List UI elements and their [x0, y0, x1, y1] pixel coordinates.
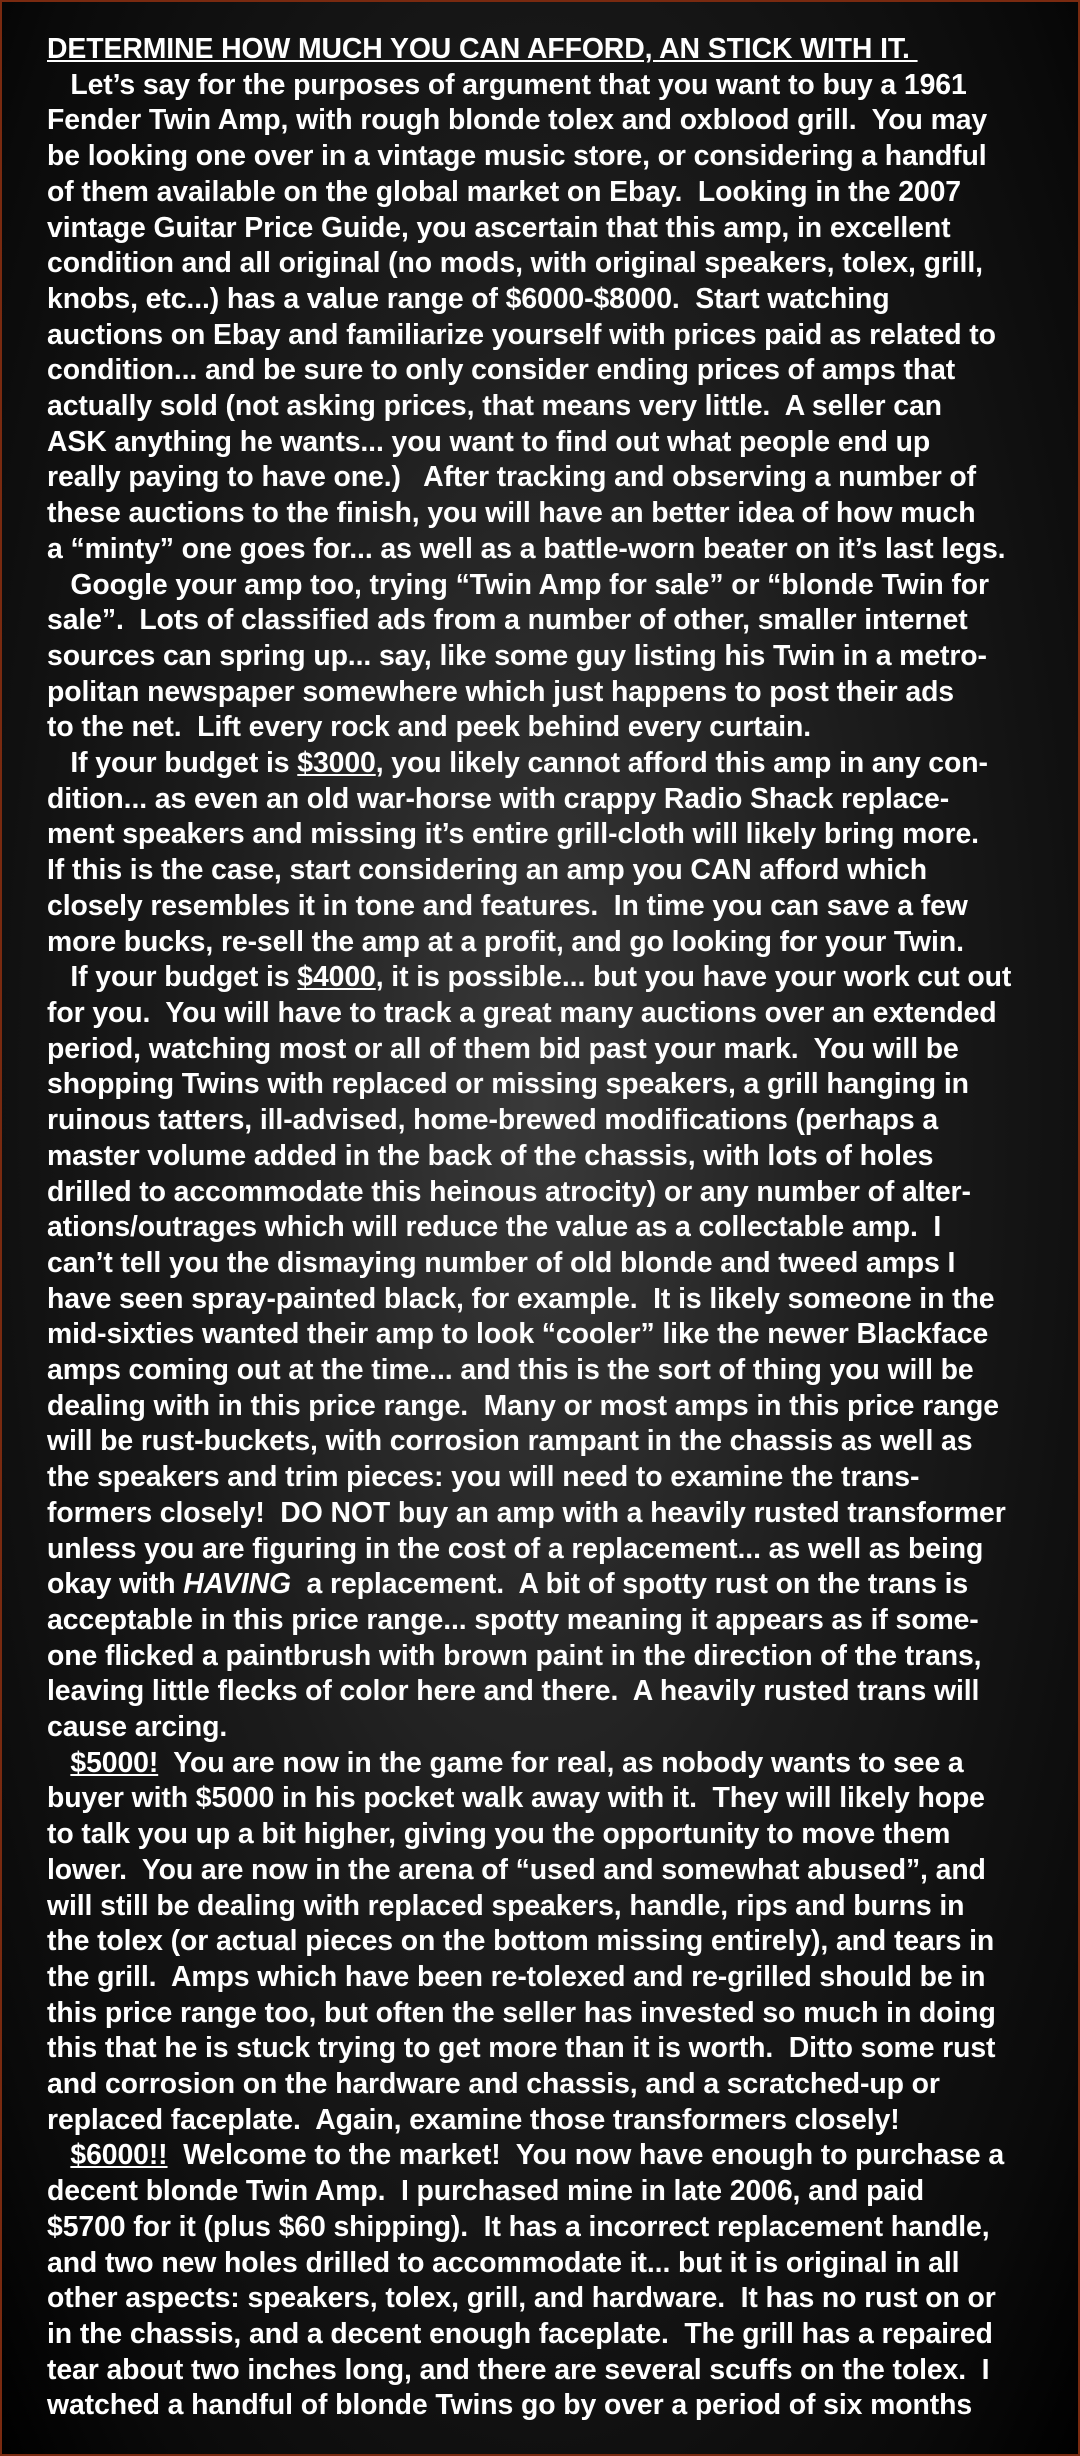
indent [47, 2139, 70, 2171]
text-line: amps coming out at the time... and this is the sort of thing you will be [47, 1354, 974, 1387]
budget-lead: If your budget is [47, 747, 298, 780]
text-line: for you. You will have to track a great many auctions over an extended [47, 996, 997, 1029]
budget-lead: If your budget is [47, 961, 298, 994]
article-heading: DETERMINE HOW MUCH YOU CAN AFFORD, AN STICK WITH IT. [47, 33, 918, 65]
paragraph-budget-3000 [47, 746, 1077, 960]
budget-amount-5000: $5000! [70, 1746, 159, 1779]
text-line: ations/outrages which will reduce the value as a collectable amp. I [47, 1211, 942, 1244]
text-line: closely resembles it in tone and features. In time you can save a few [47, 889, 968, 922]
text-line: mid-sixties wanted their amp to look “cooler” like the newer Blackface [47, 1318, 989, 1351]
text-line: Google your amp too, trying “Twin Amp for sale” or “blonde Twin for [47, 568, 989, 601]
text-line: decent blonde Twin Amp. I purchased mine in late 2006, and paid [47, 2175, 925, 2208]
text-line: have seen spray-painted black, for example. It is likely someone in the [47, 1282, 995, 1315]
text-line: unless you are figuring in the cost of a replacement... as well as being [47, 1532, 984, 1565]
text-line: and corrosion on the hardware and chassis, and a scratched-up or [47, 2068, 940, 2101]
text-line: more bucks, re-sell the amp at a profit, and go looking for your Twin. [47, 925, 964, 958]
text-line: If this is the case, start considering an amp you CAN afford which [47, 854, 927, 887]
text-line: will still be dealing with replaced speakers, handle, rips and burns in [47, 1889, 965, 1922]
text-line: really paying to have one.) After tracking and observing a number of [47, 461, 977, 494]
text-line: drilled to accommodate this heinous atrocity) or any number of alter- [47, 1175, 971, 1208]
okay-rest: a replacement. A bit of spotty rust on the trans is [290, 1568, 969, 1601]
text-line: master volume added in the back of the chassis, with lots of holes [47, 1139, 934, 1172]
text-line: dition... as even an old war-horse with crappy Radio Shack replace- [47, 782, 950, 815]
text-line: knobs, etc...) has a value range of $6000-$8000. Start watching [47, 282, 890, 315]
text-line: a “minty” one goes for... as well as a battle-worn beater on it’s last legs. [47, 532, 1006, 565]
text-line: formers closely! DO NOT buy an amp with a heavily rusted transformer [47, 1496, 1006, 1529]
budget-rest: , you likely cannot afford this amp in any con- [375, 747, 988, 780]
text-line: cause arcing. [47, 1711, 228, 1744]
text-line: period, watching most or all of them bid past your mark. You will be [47, 1032, 959, 1065]
text-line: shopping Twins with replaced or missing speakers, a grill hanging in [47, 1068, 969, 1101]
text-line: to talk you up a bit higher, giving you the opportunity to move them [47, 1818, 951, 1851]
having-emphasis: HAVING [183, 1568, 291, 1601]
paragraph-google [47, 568, 1077, 747]
text-line [47, 2138, 1077, 2174]
text-line: vintage Guitar Price Guide, you ascertain that this amp, in excellent [47, 211, 951, 244]
budget-amount-3000: $3000 [297, 747, 376, 780]
text-line: condition and all original (no mods, with original speakers, tolex, grill, [47, 247, 983, 280]
text-line: of them available on the global market on Ebay. Looking in the 2007 [47, 175, 961, 208]
text-line: condition... and be sure to only consider ending prices of amps that [47, 354, 956, 387]
text-line: sources can spring up... say, like some guy listing his Twin in a metro- [47, 639, 987, 672]
text-line: actually sold (not asking prices, that means very little. A seller can [47, 390, 942, 423]
text-line: and two new holes drilled to accommodate it... but it is original in all [47, 2246, 960, 2279]
text-line: these auctions to the finish, you will have an better idea of how much [47, 497, 976, 530]
text-line: auctions on Ebay and familiarize yourself with prices paid as related to [47, 318, 996, 351]
text-line: replaced faceplate. Again, examine those transformers closely! [47, 2103, 900, 2136]
text-line [47, 746, 1077, 782]
text-line: the grill. Amps which have been re-tolexed and re-grilled should be in [47, 1960, 986, 1993]
text-line: Let’s say for the purposes of argument that you want to buy a 1961 [47, 68, 967, 101]
budget-rest: Welcome to the market! You now have enough to purchase a [167, 2139, 1005, 2172]
paragraph-budget-5000 [47, 1746, 1077, 2139]
budget-amount-6000: $6000!! [70, 2139, 168, 2172]
text-line: other aspects: speakers, tolex, grill, and hardware. It has no rust on or [47, 2282, 996, 2315]
text-line: be looking one over in a vintage music store, or considering a handful [47, 140, 987, 173]
text-line: to the net. Lift every rock and peek behind every curtain. [47, 711, 812, 744]
text-line: buyer with $5000 in his pocket walk away with it. They will likely hope [47, 1782, 985, 1815]
text-line: in the chassis, and a decent enough faceplate. The grill has a repaired [47, 2318, 993, 2350]
text-line: dealing with in this price range. Many or most amps in this price range [47, 1389, 999, 1422]
okay-lead: okay with [47, 1568, 184, 1601]
indent [47, 1747, 70, 1779]
paragraph-intro [47, 68, 1077, 568]
paragraph-budget-4000 [47, 960, 1077, 1745]
paragraph-budget-6000 [47, 2138, 1077, 2424]
text-line: can’t tell you the dismaying number of old blonde and tweed amps I [47, 1246, 956, 1279]
text-line: this that he is stuck trying to get more than it is worth. Ditto some rust [47, 2032, 996, 2065]
text-line [47, 1567, 1077, 1603]
text-line [47, 1746, 1077, 1782]
text-line: politan newspaper somewhere which just happens to post their ads [47, 675, 954, 708]
budget-rest: , it is possible... but you have your work cut out [375, 961, 1012, 994]
budget-rest: You are now in the game for real, as nobody wants to see a [158, 1746, 964, 1779]
text-line: the speakers and trim pieces: you will need to examine the trans- [47, 1461, 920, 1494]
text-line: watched a handful of blonde Twins go by over a period of six months [47, 2389, 973, 2422]
text-line: $5700 for it (plus $60 shipping). It has a incorrect replacement handle, [47, 2210, 990, 2243]
text-line: ASK anything he wants... you want to find out what people end up [47, 425, 931, 458]
article-body [47, 32, 1077, 2424]
text-line: lower. You are now in the arena of “used and somewhat abused”, and [47, 1853, 986, 1886]
text-line [47, 960, 1077, 996]
budget-amount-4000: $4000 [297, 961, 376, 994]
text-line: this price range too, but often the seller has invested so much in doing [47, 1996, 996, 2029]
text-line: tear about two inches long, and there are several scuffs on the tolex. I [47, 2353, 990, 2386]
text-line: ruinous tatters, ill-advised, home-brewed modifications (perhaps a [47, 1104, 939, 1137]
text-line: will be rust-buckets, with corrosion rampant in the chassis as well as [47, 1425, 973, 1458]
text-line: the tolex (or actual pieces on the bottom missing entirely), and tears in [47, 1925, 995, 1958]
text-line: leaving little flecks of color here and there. A heavily rusted trans will [47, 1675, 980, 1708]
text-line: Fender Twin Amp, with rough blonde tolex and oxblood grill. You may [47, 104, 988, 137]
text-line: one flicked a paintbrush with brown paint in the direction of the trans, [47, 1639, 982, 1672]
text-line: acceptable in this price range... spotty meaning it appears as if some- [47, 1603, 979, 1636]
text-line: sale”. Lots of classified ads from a number of other, smaller internet [47, 604, 968, 637]
text-line: ment speakers and missing it’s entire grill-cloth will likely bring more. [47, 818, 979, 851]
